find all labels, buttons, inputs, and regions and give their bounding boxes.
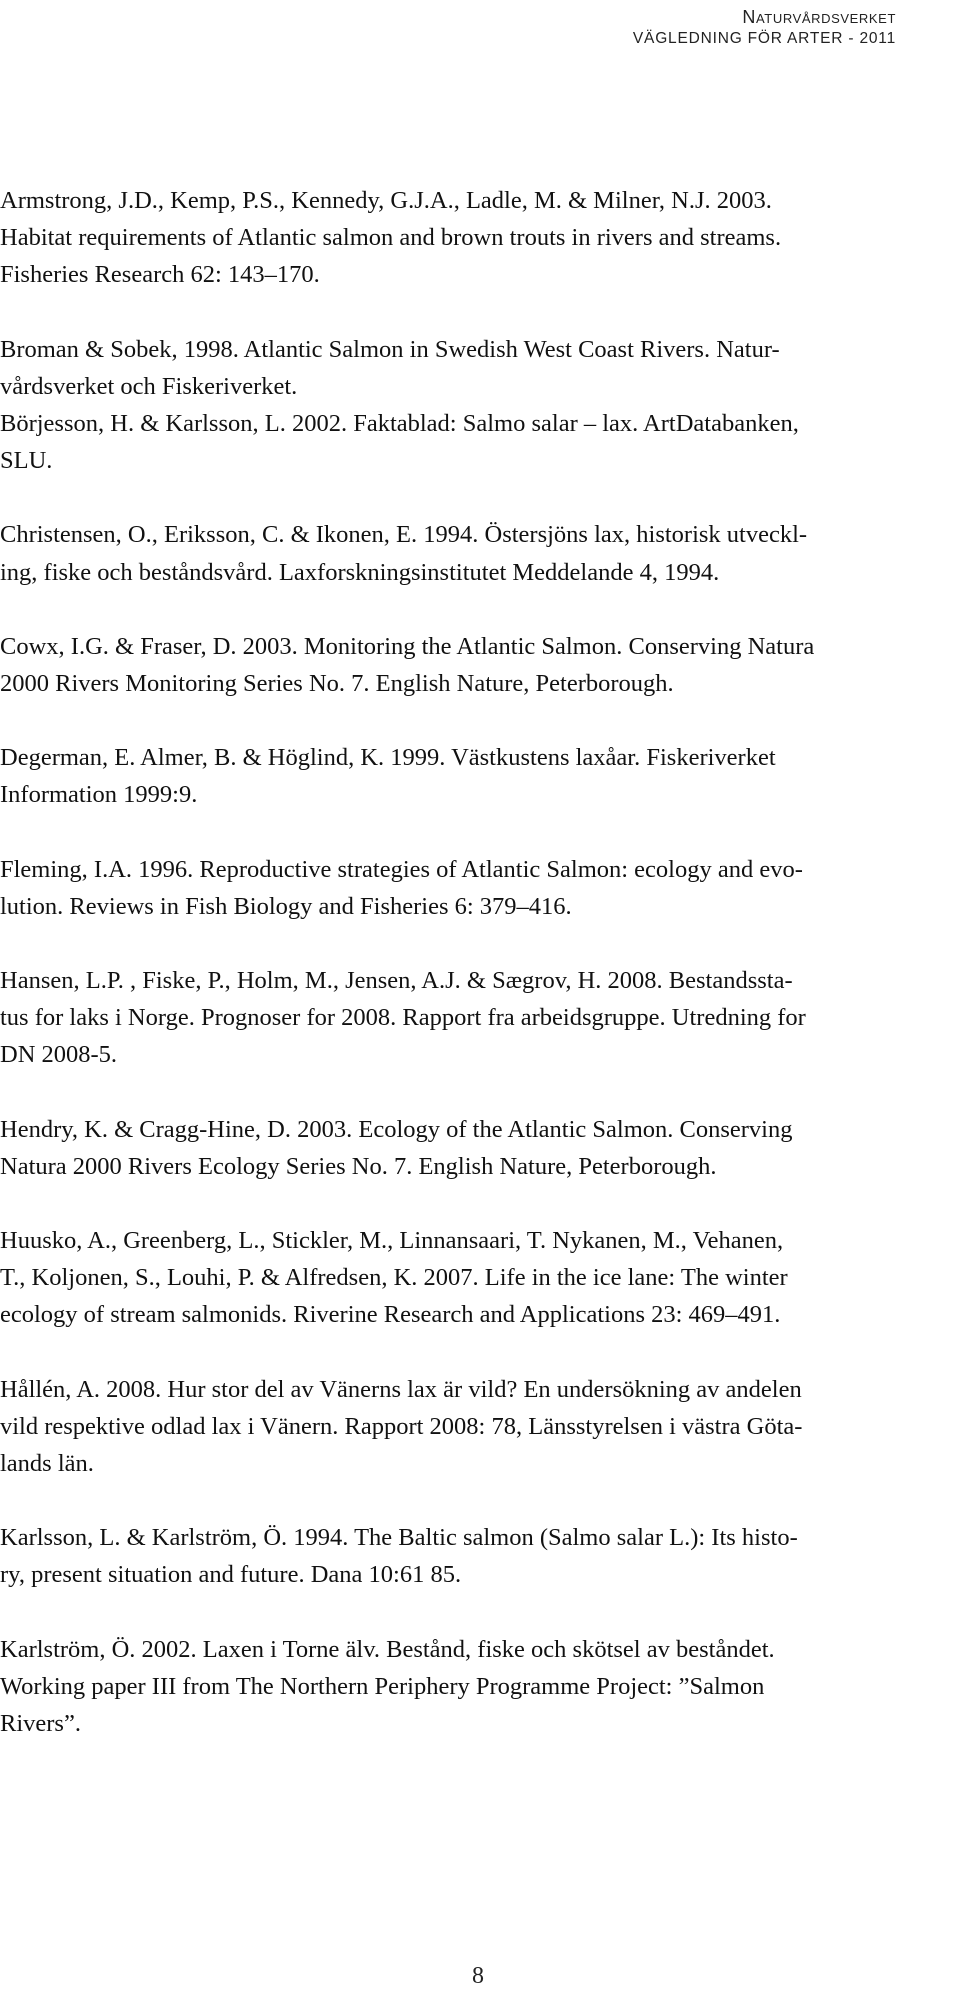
reference-entry: Fleming, I.A. 1996. Reproductive strategies of Atlantic Salmon: ecology and evo- lution. Reviews in Fish Biology and Fisheries 6: 379–416. bbox=[0, 855, 803, 920]
page-header bbox=[633, 6, 896, 50]
reference-entry: Karlsson, L. & Karlström, Ö. 1994. The Baltic salmon (Salmo salar L.): Its histo- ry, present situation and future. Dana 10:61 85. bbox=[0, 1524, 798, 1589]
reference-entry: Degerman, E. Almer, B. & Höglind, K. 1999. Västkustens laxåar. Fiskeriverket Information 1999:9. bbox=[0, 744, 776, 809]
page-number: 8 bbox=[472, 1963, 484, 1989]
reference-entry: Hansen, L.P. , Fiske, P., Holm, M., Jensen, A.J. & Sægrov, H. 2008. Bestandssta- tus for laks i Norge. Prognoser for 2008. Rapport fra arbeidsgruppe. Utredning for DN 2008-5. bbox=[0, 967, 806, 1069]
reference-entry: Christensen, O., Eriksson, C. & Ikonen, E. 1994. Östersjöns lax, historisk utveckl- ing, fiske och beståndsvård. Laxforskningsinstitutet Meddelande 4, 1994. bbox=[0, 521, 808, 586]
header-organization: Naturvårdsverket bbox=[742, 7, 896, 27]
reference-list bbox=[0, 182, 950, 1742]
reference-entry: Cowx, I.G. & Fraser, D. 2003. Monitoring the Atlantic Salmon. Conserving Natura 2000 Rivers Monitoring Series No. 7. English Nature, Peterborough. bbox=[0, 632, 815, 698]
header-subtitle: VÄGLEDNING FÖR ARTER - 2011 bbox=[632, 30, 896, 47]
reference-entry: Armstrong, J.D., Kemp, P.S., Kennedy, G.J.A., Ladle, M. & Milner, N.J. 2003. Habitat requirements of Atlantic salmon and brown trouts in rivers and streams. Fisheries Research 62: 143–170. bbox=[0, 187, 782, 289]
reference-entry: Hendry, K. & Cragg-Hine, D. 2003. Ecology of the Atlantic Salmon. Conserving Natura 2000 Rivers Ecology Series No. 7. English Nature, Peterborough. bbox=[0, 1115, 793, 1180]
reference-entry: Hållén, A. 2008. Hur stor del av Vänerns lax är vild? En undersökning av andelen vild respektive odlad lax i Vänern. Rapport 2008: 78, Länsstyrelsen i västra Göta- lands län. bbox=[0, 1375, 803, 1478]
reference-entry: Huusko, A., Greenberg, L., Stickler, M., Linnansaari, T. Nykanen, M., Vehanen, T., Koljonen, S., Louhi, P. & Alfredsen, K. 2007. Life in the ice lane: The winter ecology of stream salmonids. Riverine Research and Applications 23: 469–491. bbox=[0, 1227, 788, 1329]
reference-entry: Börjesson, H. & Karlsson, L. 2002. Faktablad: Salmo salar – lax. ArtDatabanken, SLU. bbox=[0, 410, 799, 475]
reference-entry: Karlström, Ö. 2002. Laxen i Torne älv. Bestånd, fiske och skötsel av beståndet. Working paper III from The Northern Periphery Programme Project: ”Salmon Rivers”. bbox=[0, 1635, 775, 1738]
reference-entry: Broman & Sobek, 1998. Atlantic Salmon in Swedish West Coast Rivers. Natur- vårdsverket och Fiskeriverket. bbox=[0, 335, 780, 400]
